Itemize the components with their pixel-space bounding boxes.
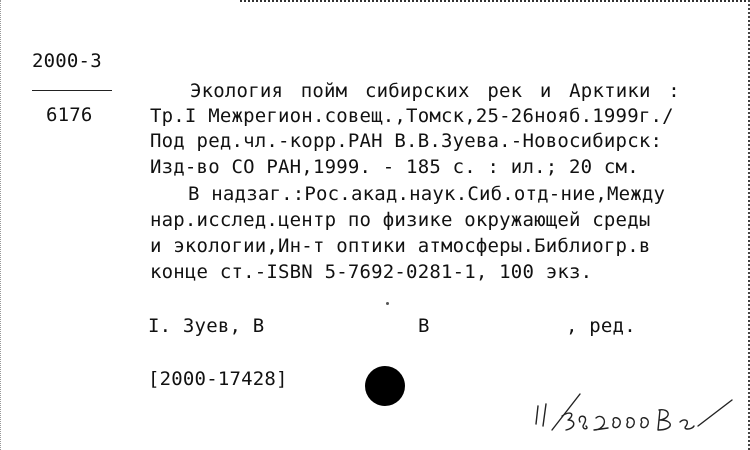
catalog-number: [2000-17428] xyxy=(148,368,288,390)
accession-number: 6176 xyxy=(46,104,93,126)
card-left-margin xyxy=(0,0,3,450)
shelf-code-divider xyxy=(32,90,112,91)
card-mark-dot xyxy=(386,302,389,305)
description-line: Изд-во СО РАН,1999. - 185 с. : ил.; 20 см. xyxy=(150,156,639,178)
title-line: Экология пойм сибирских рек и Арктики : xyxy=(190,80,680,102)
handwritten-note xyxy=(532,392,737,450)
notes-line: и экологии,Ин-т оптики атмосферы.Библиогр.в xyxy=(150,235,651,257)
added-entry-role: , ред. xyxy=(566,315,636,337)
notes-line: В надзаг.:Рос.акад.наук.Сиб.отд-ние,Между xyxy=(188,183,666,205)
shelf-code: 2000-3 xyxy=(32,50,102,72)
added-entry-name: I. Зуев, В xyxy=(148,315,265,337)
card-top-border xyxy=(240,0,750,5)
notes-line: нар.исслед.центр по физике окружающей среды xyxy=(150,209,651,231)
description-line: Тр.I Межрегион.совещ.,Томск,25-26нояб.1999г./ xyxy=(150,105,674,127)
notes-line: конце ст.-ISBN 5-7692-0281-1, 100 экз. xyxy=(150,261,593,283)
added-entry-initial: В xyxy=(418,315,430,337)
description-line: Под ред.чл.-корр.РАН В.В.Зуева.-Новосибирск: xyxy=(150,130,663,152)
punch-hole-dot xyxy=(365,366,405,406)
card-right-border xyxy=(746,0,750,450)
